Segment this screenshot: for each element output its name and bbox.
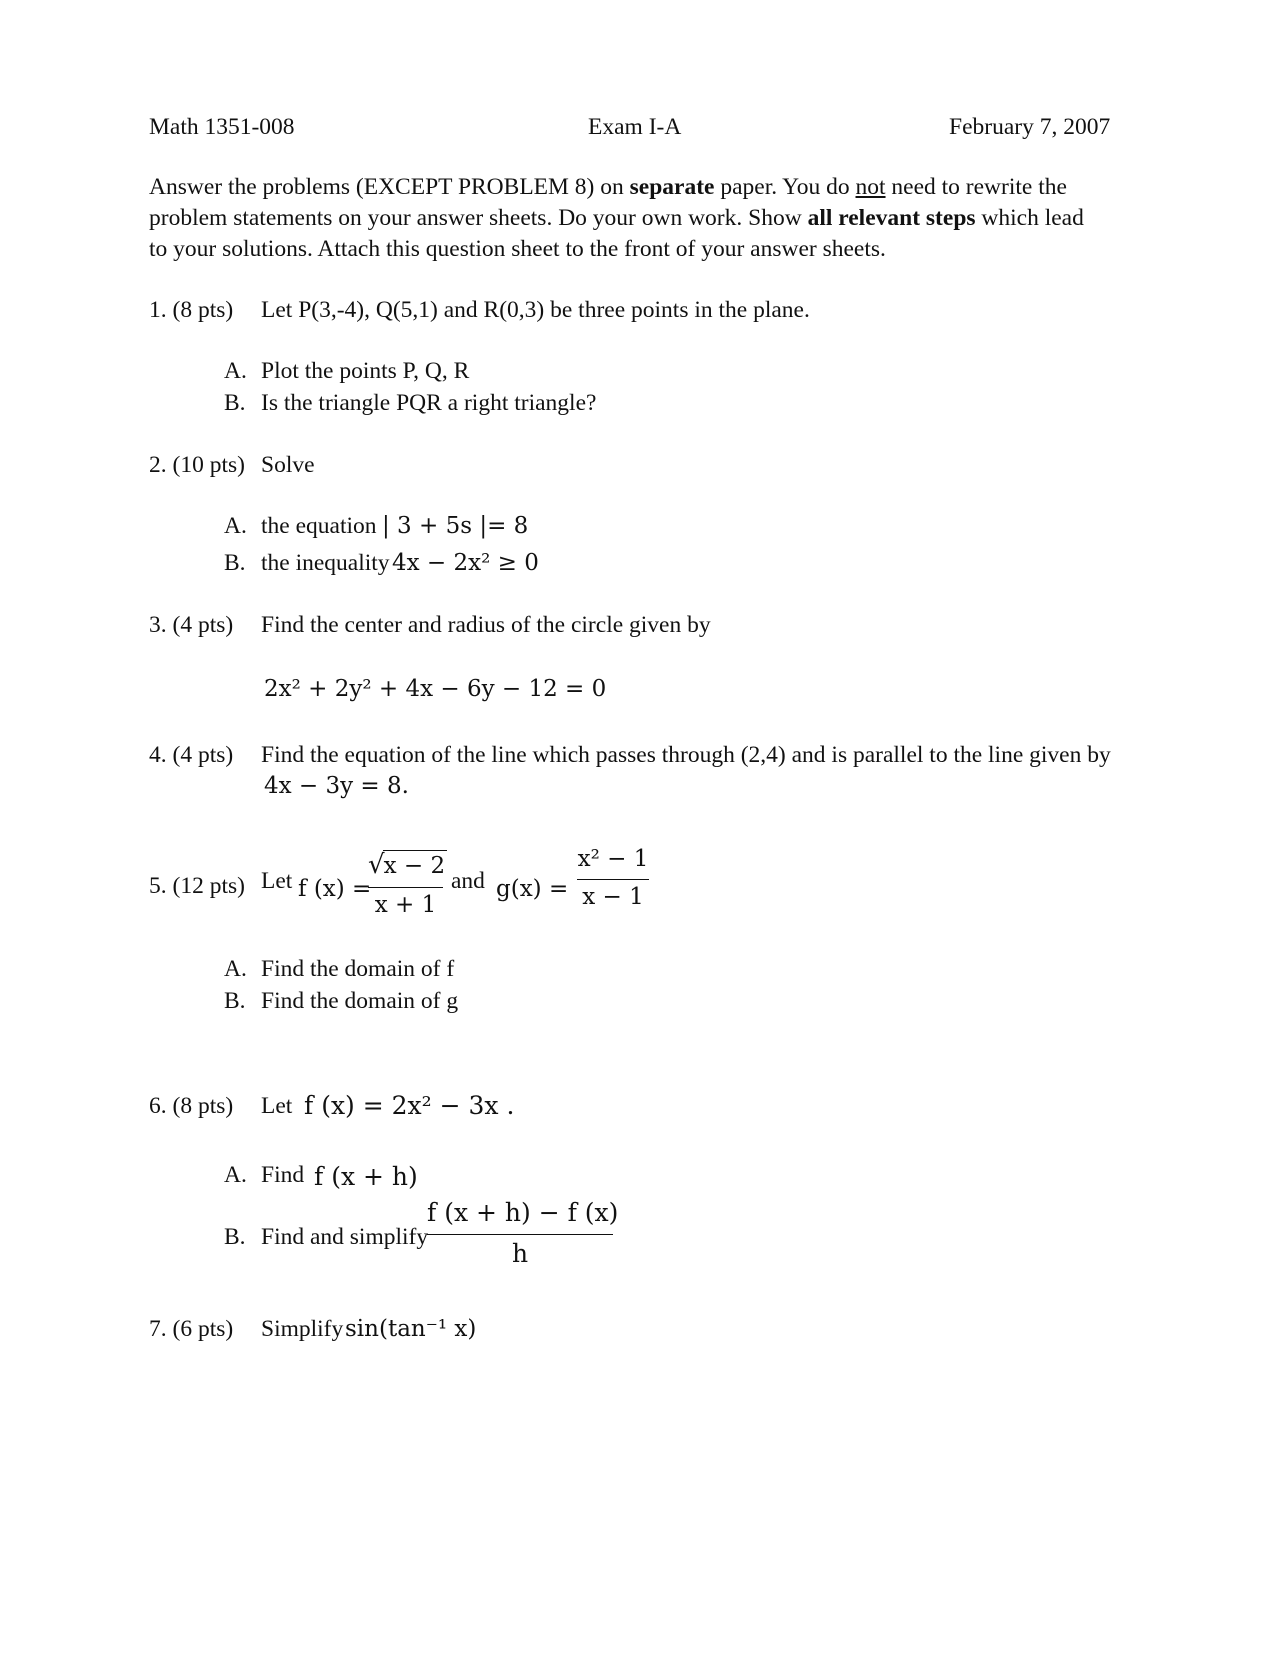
problem-5a-text: Find the domain of f	[261, 956, 455, 982]
problem-2b-inequality: 4x − 2x² ≥ 0	[392, 550, 539, 576]
problem-6-label: 6. (8 pts)	[149, 1093, 234, 1119]
problem-2a-text: the equation	[261, 513, 377, 539]
problem-5-f-denominator: x + 1	[374, 892, 437, 919]
problem-5-f-numerator: x − 2	[383, 850, 448, 882]
problem-1-label: 1. (8 pts)	[149, 297, 234, 323]
problem-5-f-lhs: f (x) =	[298, 876, 372, 902]
problem-6b-denominator: h	[511, 1238, 529, 1268]
sqrt-symbol: √	[368, 850, 385, 880]
course-number: Math 1351-008	[149, 114, 295, 140]
fraction-bar	[427, 1234, 613, 1235]
problem-4-line-equation: 4x − 3y = 8.	[264, 773, 409, 799]
problem-4-text-line-1: Find the equation of the line which passes through (2,4) and is parallel to the line given by	[261, 742, 1111, 768]
problem-2-label: 2. (10 pts)	[149, 452, 245, 478]
problem-1a-text: Plot the points P, Q, R	[261, 358, 470, 384]
problem-6b-difference-quotient	[427, 1196, 619, 1271]
problem-3-label: 3. (4 pts)	[149, 612, 234, 638]
problem-5-g-lhs: g(x) =	[496, 876, 569, 902]
problem-7-expression: sin(tan⁻¹ x)	[345, 1316, 477, 1342]
problem-7-label: 7. (6 pts)	[149, 1316, 234, 1342]
exam-date: February 7, 2007	[949, 114, 1111, 140]
problem-6b-text: Find and simplify	[261, 1224, 429, 1250]
problem-1b-letter: B.	[224, 390, 246, 416]
problem-7-text: Simplify	[261, 1316, 344, 1342]
problem-5-label: 5. (12 pts)	[149, 873, 245, 899]
problem-5-g-fraction	[577, 844, 649, 913]
problem-5-and: and	[451, 868, 485, 894]
problem-2b-text: the inequality	[261, 550, 390, 576]
instructions-line-1: Answer the problems (EXCEPT PROBLEM 8) on separate paper. You do not need to rewrite the	[149, 174, 1067, 200]
problem-1b-text: Is the triangle PQR a right triangle?	[261, 390, 597, 416]
problem-6-let: Let	[261, 1093, 293, 1119]
problem-3-equation: 2x² + 2y² + 4x − 6y − 12 = 0	[264, 676, 607, 702]
fraction-bar	[577, 879, 649, 880]
problem-5-f-fraction	[368, 848, 446, 921]
problem-5-let: Let	[261, 868, 293, 894]
instructions-line-3: to your solutions. Attach this question sheet to the front of your answer sheets.	[149, 236, 886, 262]
problem-4-label: 4. (4 pts)	[149, 742, 234, 768]
problem-6a-text: Find	[261, 1162, 305, 1188]
exam-title: Exam I-A	[588, 114, 682, 140]
problem-5a-letter: A.	[224, 956, 247, 982]
instructions-line-2: problem statements on your answer sheets. Do your own work. Show all relevant steps which lead	[149, 205, 1084, 231]
problem-6a-letter: A.	[224, 1162, 247, 1188]
problem-2-text: Solve	[261, 452, 315, 478]
problem-6b-numerator: f (x + h) − f (x)	[427, 1198, 619, 1227]
fraction-bar	[368, 887, 443, 888]
problem-1a-letter: A.	[224, 358, 247, 384]
problem-6b-letter: B.	[224, 1224, 246, 1250]
problem-6a-expression: f (x + h)	[314, 1162, 418, 1191]
problem-5-g-numerator: x² − 1	[577, 846, 649, 872]
problem-5-g-denominator: x − 1	[582, 884, 644, 911]
problem-5b-letter: B.	[224, 988, 246, 1014]
problem-1-text: Let P(3,-4), Q(5,1) and R(0,3) be three points in the plane.	[261, 297, 810, 323]
problem-3-text: Find the center and radius of the circle given by	[261, 612, 711, 638]
problem-5b-text: Find the domain of g	[261, 988, 459, 1014]
problem-2b-letter: B.	[224, 550, 246, 576]
problem-6-function: f (x) = 2x² − 3x .	[304, 1091, 515, 1120]
problem-2a-equation: | 3 + 5s |= 8	[382, 513, 529, 539]
problem-2a-letter: A.	[224, 513, 247, 539]
